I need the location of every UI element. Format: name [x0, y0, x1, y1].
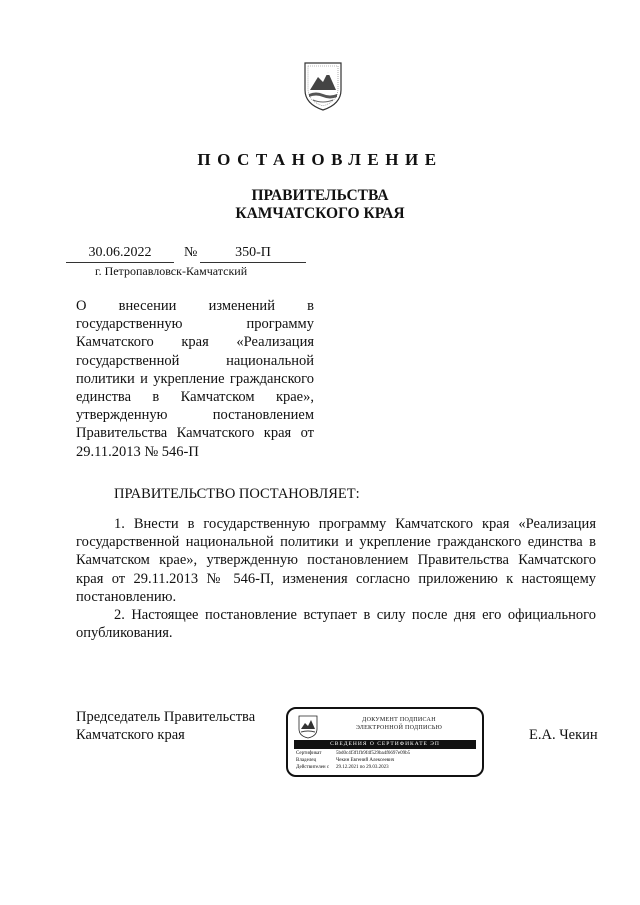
document-date: 30.06.2022 [66, 245, 174, 263]
coat-of-arms-emblem [302, 60, 344, 112]
stamp-row-label: Сертификат [296, 751, 322, 756]
stamp-row-value: 29.12.2021 по 29.03.2023 [336, 765, 389, 770]
signatory-position-line-1: Председатель Правительства [76, 709, 256, 725]
signatory-name: Е.А. Чекин [529, 727, 598, 743]
stamp-row-value: Чекин Евгений Алексеевич [336, 758, 395, 763]
document-title: ПОСТАНОВЛЕНИЕ [197, 150, 443, 169]
signatory-position-line-2: Камчатского края [76, 727, 185, 743]
city-label: г. Петропавловск-Камчатский [95, 264, 248, 278]
stamp-row-validity [296, 765, 389, 771]
paragraph-1: 1. Внести в государственную программу Камчатского края «Реализация государственной национальной политики и укрепление гражданского единства в Камчатском крае», утвержденную постановлением Правительства Камчатского края от 29.11.2013 № 546-П, изменения согласно приложению к настоящему постановлению. [76, 516, 596, 605]
number-sign: № [184, 245, 198, 260]
stamp-row-label: Владелец [296, 758, 317, 763]
decree-heading: ПРАВИТЕЛЬСТВО ПОСТАНОВЛЯЕТ: [114, 486, 360, 502]
electronic-signature-stamp [286, 707, 484, 777]
stamp-certificate-bar: СВЕДЕНИЯ О СЕРТИФИКАТЕ ЭП [294, 740, 476, 749]
stamp-title-line-1: ДОКУМЕНТ ПОДПИСАН [362, 717, 436, 723]
government-line-2: КАМЧАТСКОГО КРАЯ [235, 205, 405, 222]
paragraph-2: 2. Настоящее постановление вступает в силу после дня его официального опубликования. [76, 607, 596, 642]
government-line-1: ПРАВИТЕЛЬСТВА [251, 187, 389, 204]
document-body [76, 515, 596, 642]
stamp-row-value: 5bd0c4f3f1fb9f4f529ba4f6697e09b5 [336, 751, 411, 756]
stamp-row-owner [296, 758, 394, 764]
stamp-row-certificate [296, 751, 410, 757]
document-number: 350-П [200, 245, 306, 263]
stamp-emblem-icon [298, 715, 318, 739]
document-subject: О внесении изменений в государственную программу Камчатского края «Реализация государственной национальной политики и укрепление гражданского единства в Камчатском крае», утвержденную постановлением Правительства Камчатского края от 29.11.2013 № 546-П [76, 298, 314, 460]
stamp-title-line-2: ЭЛЕКТРОННОЙ ПОДПИСЬЮ [355, 725, 443, 731]
stamp-row-label: Действителен с [296, 765, 330, 770]
